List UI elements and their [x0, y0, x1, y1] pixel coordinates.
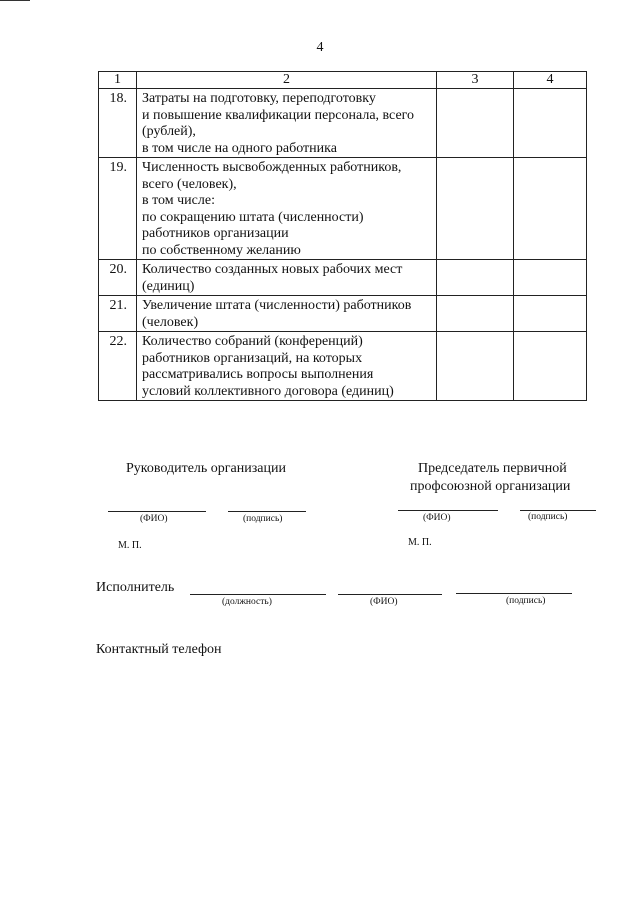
table-row	[99, 158, 587, 260]
head-fio-caption: (ФИО)	[140, 514, 168, 524]
value-cell-col3[interactable]	[437, 296, 514, 332]
head-signature-line[interactable]	[228, 511, 306, 512]
row-description	[137, 260, 437, 296]
description-line: Численность высвобожденных работников,	[142, 160, 402, 175]
table-row	[99, 89, 587, 158]
executor-signature-caption: (подпись)	[506, 596, 546, 606]
row-description	[137, 89, 437, 158]
row-number: 19.	[99, 158, 137, 260]
value-cell-col3[interactable]	[437, 158, 514, 260]
head-stamp-label: М. П.	[118, 540, 142, 551]
value-cell-col4[interactable]	[514, 296, 587, 332]
row-number: 22.	[99, 332, 137, 401]
description-line: работников организаций, на которых	[142, 350, 363, 366]
description-line: всего (человек),	[142, 176, 237, 192]
description-line: и повышение квалификации персонала, всего	[142, 107, 415, 123]
table-row	[99, 332, 587, 401]
contact-phone-label: Контактный телефон	[96, 642, 222, 657]
row-number: 20.	[99, 260, 137, 296]
report-table	[98, 71, 587, 401]
description-line: в том числе:	[142, 193, 215, 208]
value-cell-col3[interactable]	[437, 89, 514, 158]
column-header: 2	[137, 72, 437, 89]
chairman-signature-line[interactable]	[520, 510, 596, 511]
union-chairman-title-line2: профсоюзной организации	[410, 479, 571, 494]
description-line: Количество созданных новых рабочих мест	[142, 262, 403, 277]
description-line: рассматривались вопросы выполнения	[142, 367, 374, 382]
column-header: 3	[437, 72, 514, 89]
description-line: работников организации	[142, 226, 289, 241]
description-line: (рублей),	[142, 124, 196, 139]
table-header-row	[99, 72, 587, 89]
executor-label: Исполнитель	[96, 580, 175, 595]
head-fio-line[interactable]	[108, 511, 206, 512]
row-number: 18.	[99, 89, 137, 158]
description-line: (единиц)	[142, 278, 195, 294]
description-line: по собственному желанию	[142, 242, 301, 258]
description-line: в том числе на одного работника	[142, 140, 337, 156]
table-row	[99, 260, 587, 296]
executor-signature-line[interactable]	[456, 593, 572, 594]
page-number: 4	[316, 40, 324, 55]
description-line: по сокращению штата (численности)	[142, 209, 364, 225]
scan-edge-line	[0, 0, 30, 1]
column-header: 4	[514, 72, 587, 89]
value-cell-col4[interactable]	[514, 158, 587, 260]
head-signature-caption: (подпись)	[243, 514, 283, 524]
column-header: 1	[99, 72, 137, 89]
table-row	[99, 296, 587, 332]
executor-fio-line[interactable]	[338, 594, 442, 595]
chairman-fio-caption: (ФИО)	[423, 513, 451, 523]
row-description	[137, 158, 437, 260]
executor-position-line[interactable]	[190, 594, 326, 595]
row-description	[137, 332, 437, 401]
value-cell-col3[interactable]	[437, 332, 514, 401]
row-number: 21.	[99, 296, 137, 332]
executor-position-caption: (должность)	[222, 597, 272, 607]
description-line: Затраты на подготовку, переподготовку	[142, 91, 376, 106]
value-cell-col4[interactable]	[514, 89, 587, 158]
row-description	[137, 296, 437, 332]
description-line: Увеличение штата (численности) работников	[142, 298, 412, 313]
chairman-stamp-label: М. П.	[408, 537, 432, 548]
description-line: (человек)	[142, 314, 199, 330]
chairman-signature-caption: (подпись)	[528, 512, 568, 522]
description-line: Количество собраний (конференций)	[142, 334, 363, 349]
chairman-fio-line[interactable]	[398, 510, 498, 511]
description-line: условий коллективного договора (единиц)	[142, 383, 394, 399]
value-cell-col3[interactable]	[437, 260, 514, 296]
head-of-organization-title: Руководитель организации	[126, 461, 286, 476]
union-chairman-title-line1: Председатель первичной	[418, 461, 567, 476]
executor-fio-caption: (ФИО)	[370, 597, 398, 607]
value-cell-col4[interactable]	[514, 260, 587, 296]
value-cell-col4[interactable]	[514, 332, 587, 401]
